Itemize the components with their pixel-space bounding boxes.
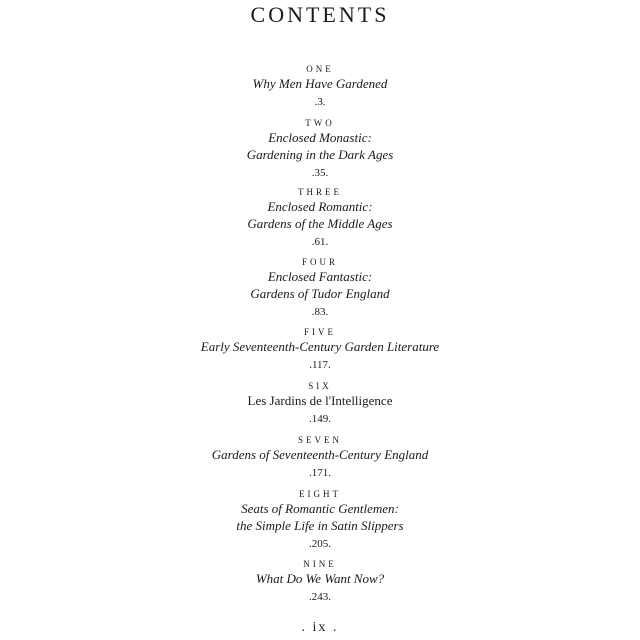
chapter-title-line-1: Enclosed Fantastic: (267, 269, 373, 284)
toc-entry-three (0, 186, 640, 250)
chapter-title-line-1: Enclosed Romantic: (267, 199, 373, 214)
toc-entry-two (0, 117, 640, 181)
chapter-title-line-1: Seats of Romantic Gentlemen: (241, 501, 399, 516)
chapter-number: THREE (298, 187, 342, 197)
chapter-number: FIVE (304, 327, 336, 337)
toc-entry-four (0, 256, 640, 320)
chapter-number: EIGHT (299, 489, 341, 499)
page-number: .171. (309, 467, 331, 479)
chapter-title: Why Men Have Gardened (252, 76, 388, 91)
chapter-number: SIX (308, 381, 332, 391)
page-number: .83. (311, 306, 329, 318)
chapter-title-line-2: Gardening in the Dark Ages (246, 147, 394, 162)
chapter-number: TWO (305, 118, 335, 128)
chapter-title: What Do We Want Now? (255, 571, 385, 586)
chapter-number: ONE (306, 64, 334, 74)
toc-entry-seven (0, 434, 640, 481)
toc-entry-five (0, 326, 640, 373)
chapter-title-line-1: Enclosed Monastic: (268, 130, 372, 145)
chapter-title: Early Seventeenth-Century Garden Literature (200, 339, 440, 354)
chapter-title-line-2: Gardens of Tudor England (250, 286, 390, 301)
folio-page-number: . ix . (301, 620, 339, 635)
page-title: CONTENTS (250, 2, 390, 27)
chapter-title: Gardens of Seventeenth-Century England (211, 447, 429, 462)
page-number: .61. (311, 236, 329, 248)
page-number: .243. (309, 591, 331, 603)
page-number: .149. (309, 413, 331, 425)
toc-entry-eight (0, 488, 640, 552)
chapter-title-line-2: the Simple Life in Satin Slippers (236, 518, 404, 533)
chapter-number: SEVEN (298, 435, 342, 445)
page-number: .117. (309, 359, 331, 371)
page-number: .35. (311, 167, 329, 179)
chapter-title-line-2: Gardens of the Middle Ages (247, 216, 393, 231)
chapter-title: Les Jardins de l'Intelligence (247, 393, 393, 408)
page-number: .3. (314, 96, 326, 108)
toc-entry-six (0, 380, 640, 427)
toc-entry-one (0, 63, 640, 110)
toc-entry-nine (0, 558, 640, 605)
chapter-number: NINE (303, 559, 337, 569)
page-number: .205. (309, 538, 331, 550)
chapter-number: FOUR (301, 257, 338, 267)
